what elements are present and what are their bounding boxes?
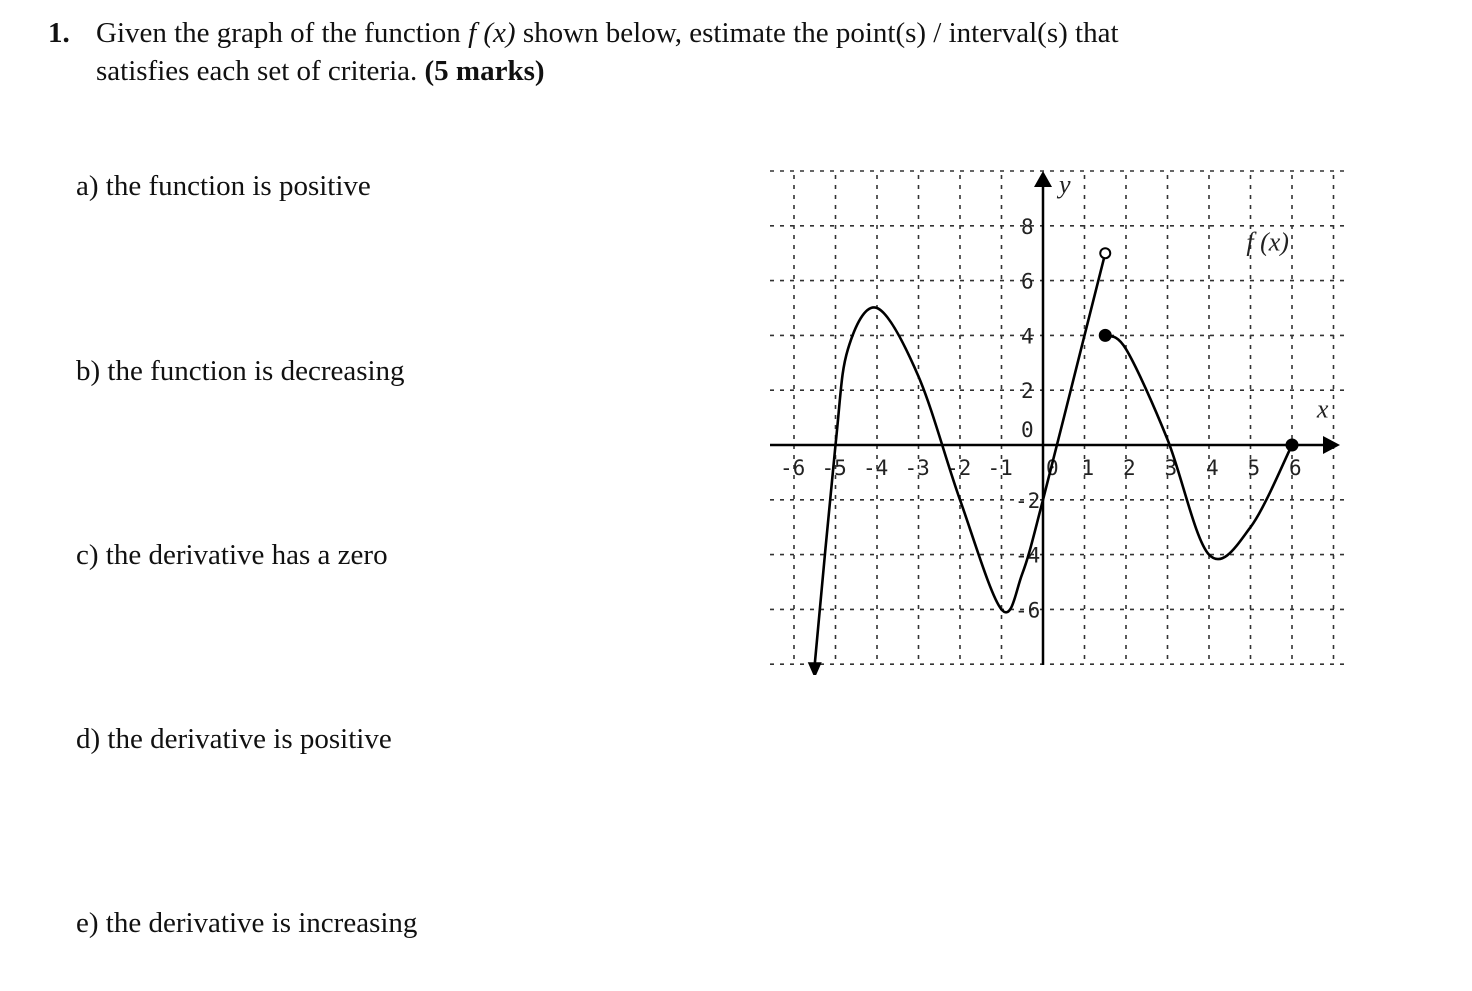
function-graph <box>765 165 1355 675</box>
function-name: f (x) <box>468 17 516 49</box>
x-tick-label: 1 <box>1081 456 1095 480</box>
y-tick-label: 8 <box>1021 214 1034 239</box>
x-tick-label: 0 <box>1046 456 1059 480</box>
question-text-rest: shown below, estimate the point(s) / interval(s) that <box>522 17 1119 49</box>
closed-endpoint <box>1286 439 1299 452</box>
question-number: 1. <box>48 17 70 49</box>
x-tick-label: -5 <box>821 456 847 480</box>
question-text-start: Given the graph of the function <box>96 17 461 49</box>
y-tick-label: 0 <box>1021 418 1034 442</box>
closed-endpoint <box>1099 329 1112 342</box>
right-piece-curve <box>1105 335 1292 559</box>
function-label: f (x) <box>1246 227 1289 257</box>
x-tick-label: 6 <box>1289 456 1302 480</box>
x-tick-label: -2 <box>946 456 972 480</box>
x-axis-arrow <box>1323 436 1340 454</box>
x-tick-label: -4 <box>863 456 889 480</box>
x-tick-label: 2 <box>1123 456 1136 480</box>
question-line-2 <box>96 52 545 90</box>
x-tick-label: 5 <box>1247 456 1261 480</box>
part-b: b) the function is decreasing <box>76 355 405 387</box>
x-tick-label: -3 <box>904 456 930 480</box>
part-d: d) the derivative is positive <box>76 723 392 755</box>
x-tick-label: -6 <box>780 456 806 480</box>
question-text-criteria: satisfies each set of criteria. <box>96 55 418 87</box>
x-tick-label: -1 <box>987 456 1013 480</box>
question-line-1 <box>96 14 1119 52</box>
y-tick-label: 4 <box>1021 324 1034 349</box>
part-e: e) the derivative is increasing <box>76 907 418 939</box>
x-axis-label: x <box>1316 394 1329 424</box>
question-marks: (5 marks) <box>424 55 545 87</box>
x-tick-label: 4 <box>1206 456 1219 480</box>
open-endpoint <box>1100 248 1110 258</box>
x-tick-label: 3 <box>1164 456 1178 480</box>
y-tick-label: 6 <box>1021 269 1034 294</box>
part-a: a) the function is positive <box>76 170 371 202</box>
y-tick-label: -6 <box>1015 598 1041 623</box>
curve-arrow-down <box>808 662 822 675</box>
y-tick-label: 2 <box>1021 379 1034 404</box>
y-axis-label: y <box>1059 170 1071 199</box>
y-axis-arrow <box>1034 171 1052 187</box>
y-tick-label: -4 <box>1015 543 1041 568</box>
part-c: c) the derivative has a zero <box>76 539 388 571</box>
y-tick-label: -2 <box>1015 488 1041 513</box>
graph-tick-labels <box>780 215 1302 623</box>
